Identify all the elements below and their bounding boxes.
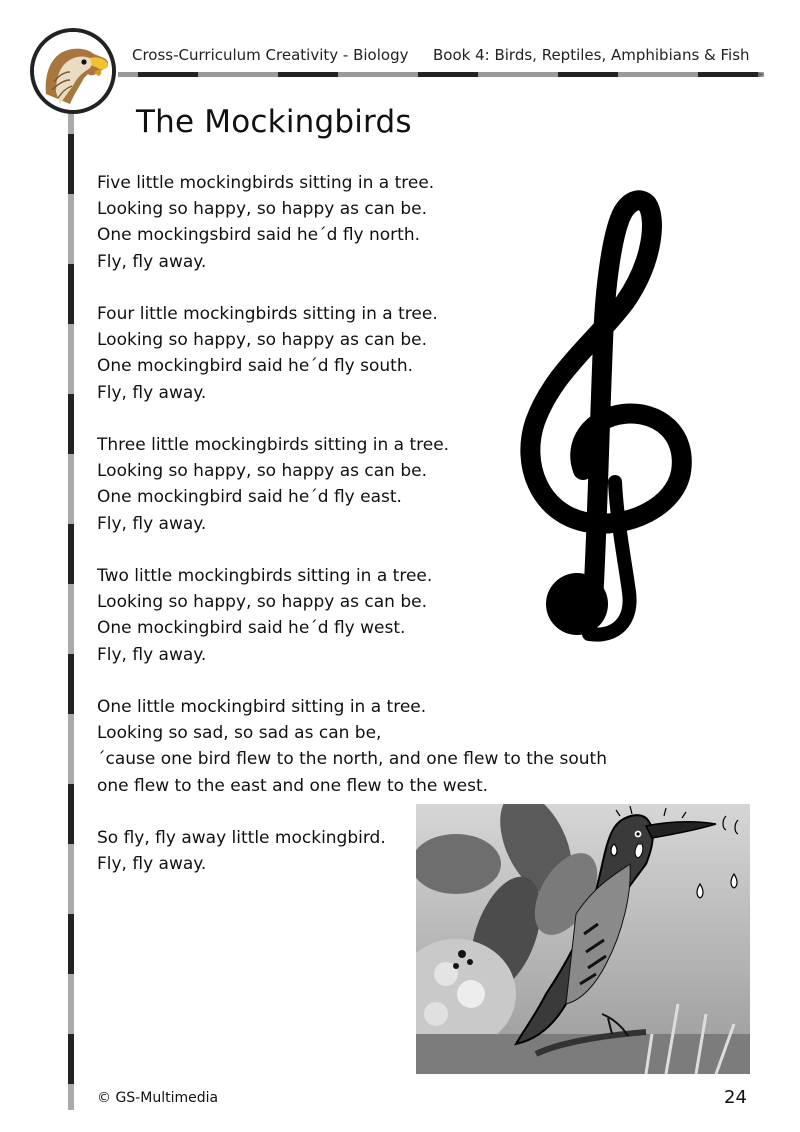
poem-line: Five little mockingbirds sitting in a tree. (97, 173, 435, 193)
sidebar-decorative-bar (68, 114, 74, 1110)
poem-line: One mockingsbird said he´d fly north. (97, 225, 421, 246)
treble-clef-icon (505, 182, 705, 642)
poem-line: Two little mockingbirds sitting in a tree. (97, 566, 433, 586)
poem-line: One mockingbird said he´d fly west. (97, 618, 406, 639)
copyright-text: © GS-Multimedia (97, 1090, 219, 1106)
header-rule (118, 72, 764, 77)
crying-mockingbird-illustration (416, 804, 750, 1074)
header-series-title: Cross-Curriculum Creativity - Biology (132, 46, 409, 64)
poem-line: Fly, fly away. (97, 513, 207, 534)
poem-line: Looking so sad, so sad as can be, (97, 723, 382, 744)
poem-line: Four little mockingbirds sitting in a tree. (97, 304, 438, 324)
header-book-title: Book 4: Birds, Reptiles, Amphibians & Fish (433, 46, 750, 64)
page-number: 24 (724, 1087, 747, 1108)
poem-line: Looking so happy, so happy as can be. (97, 330, 427, 351)
poem-line: Fly, fly away. (97, 251, 207, 272)
poem-line: One mockingbird said he´d fly south. (97, 356, 414, 377)
poem-line: Looking so happy, so happy as can be. (97, 592, 427, 613)
poem-line: Fly, fly away. (97, 854, 207, 875)
stanza (97, 694, 657, 799)
poem-line: One little mockingbird sitting in a tree. (97, 697, 427, 717)
poem-line: Fly, fly away. (97, 644, 207, 665)
poem-line: Fly, fly away. (97, 382, 207, 403)
eagle-logo-icon (30, 28, 116, 114)
poem-line: ´cause one bird flew to the north, and one flew to the south (97, 749, 607, 770)
page-title: The Mockingbirds (136, 104, 412, 140)
poem-line: So fly, fly away little mockingbird. (97, 828, 386, 848)
poem-line: Looking so happy, so happy as can be. (97, 461, 427, 482)
poem-line: Looking so happy, so happy as can be. (97, 199, 427, 220)
poem-line: One mockingbird said he´d fly east. (97, 487, 402, 508)
poem-line: Three little mockingbirds sitting in a tree. (97, 435, 450, 455)
poem-line: one flew to the east and one flew to the west. (97, 775, 489, 796)
